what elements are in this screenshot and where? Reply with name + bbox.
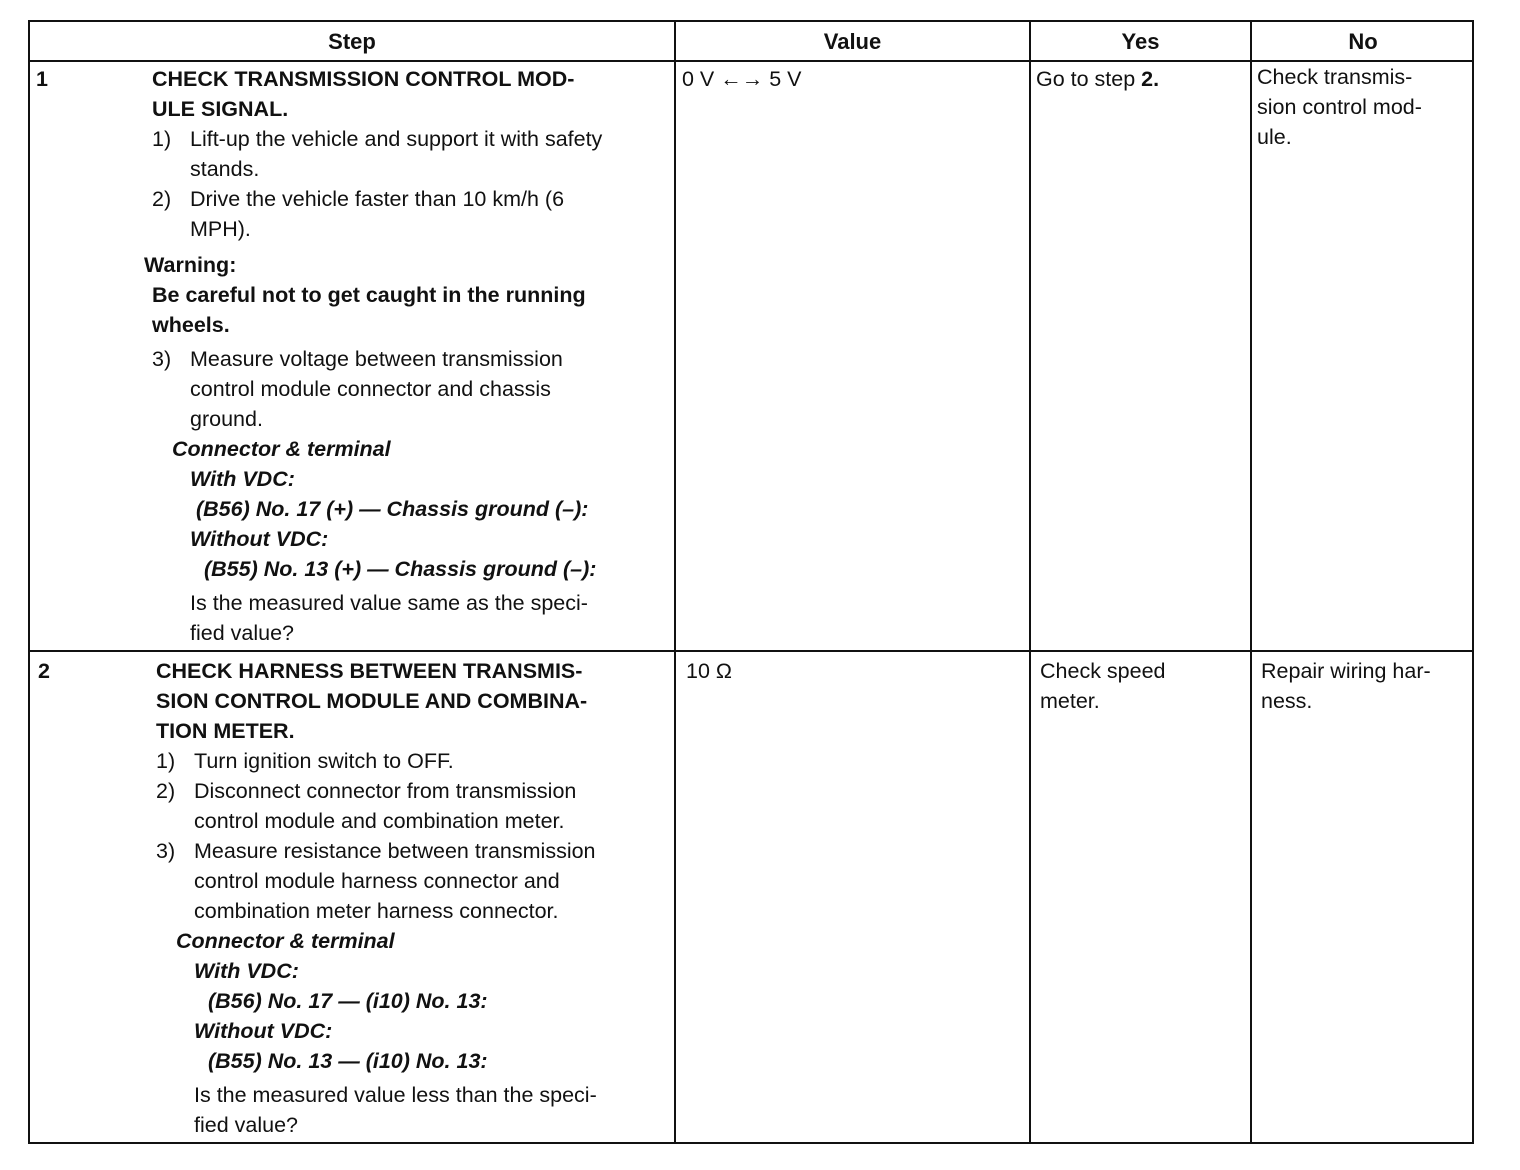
connector-label: Connector & terminal xyxy=(172,437,391,461)
list-item xyxy=(152,184,674,244)
header-step: Step xyxy=(328,29,376,54)
item-number: 3) xyxy=(152,347,172,371)
row-divider xyxy=(30,650,1472,652)
warning-text: wheels. xyxy=(152,313,230,337)
item-text: Measure resistance between transmission xyxy=(194,839,596,863)
with-vdc-label: With VDC: xyxy=(190,467,295,491)
item-text: control module connector and chassis xyxy=(190,377,551,401)
header-yes: Yes xyxy=(1121,29,1160,54)
item-text: ground. xyxy=(190,407,263,431)
value-cell: 0 V ←→ 5 V xyxy=(682,67,802,91)
item-number: 1) xyxy=(156,749,176,773)
item-text: Measure voltage between transmission xyxy=(190,347,563,371)
item-text: Disconnect connector from transmission xyxy=(194,779,577,803)
diagnostic-table xyxy=(28,20,1474,1144)
warning-text: Be careful not to get caught in the running xyxy=(152,283,586,307)
question-text: Is the measured value less than the speci- xyxy=(194,1083,597,1107)
no-text: Check transmis- xyxy=(1257,65,1413,89)
item-text: MPH). xyxy=(190,217,251,241)
value-cell: 10 Ω xyxy=(686,659,732,683)
no-cell xyxy=(1261,656,1471,716)
no-text: Repair wiring har- xyxy=(1261,659,1431,683)
yes-cell xyxy=(1040,656,1166,716)
item-text: Lift-up the vehicle and support it with safety xyxy=(190,127,603,151)
step-number: 2 xyxy=(38,659,50,683)
without-vdc-pins: (B55) No. 13 — (i10) No. 13: xyxy=(208,1049,488,1073)
no-cell xyxy=(1257,62,1469,152)
column-divider xyxy=(674,22,676,1142)
warning-label: Warning: xyxy=(144,253,237,277)
without-vdc-label: Without VDC: xyxy=(190,527,329,551)
question-text: fied value? xyxy=(190,621,294,645)
list-item xyxy=(152,124,674,184)
list-item xyxy=(156,746,674,776)
connector-label: Connector & terminal xyxy=(176,929,395,953)
yes-text: meter. xyxy=(1040,689,1100,713)
item-text: combination meter harness connector. xyxy=(194,899,559,923)
header-no: No xyxy=(1348,29,1378,54)
step-content xyxy=(144,64,674,648)
list-item xyxy=(156,776,674,836)
step-content xyxy=(156,656,674,1140)
item-number: 1) xyxy=(152,127,172,151)
list-item xyxy=(152,344,674,434)
item-number: 2) xyxy=(156,779,176,803)
list-item xyxy=(156,836,674,926)
yes-cell xyxy=(1036,64,1159,94)
without-vdc-label: Without VDC: xyxy=(194,1019,333,1043)
with-vdc-pins: (B56) No. 17 — (i10) No. 13: xyxy=(208,989,488,1013)
item-text: control module harness connector and xyxy=(194,869,560,893)
yes-text: Go to step xyxy=(1036,67,1142,91)
item-number: 2) xyxy=(152,187,172,211)
step-title: ULE SIGNAL. xyxy=(152,97,289,121)
question-text: Is the measured value same as the speci- xyxy=(190,591,588,615)
item-text: stands. xyxy=(190,157,260,181)
question-text: fied value? xyxy=(194,1113,298,1137)
no-text: sion control mod- xyxy=(1257,95,1422,119)
no-text: ule. xyxy=(1257,125,1292,149)
yes-text: Check speed xyxy=(1040,659,1166,683)
column-divider xyxy=(1250,22,1252,1142)
question xyxy=(190,588,674,648)
no-text: ness. xyxy=(1261,689,1313,713)
yes-step-ref: 2. xyxy=(1141,67,1160,91)
without-vdc-pins: (B55) No. 13 (+) — Chassis ground (–): xyxy=(204,557,597,581)
step-number: 1 xyxy=(36,67,48,91)
item-text: Turn ignition switch to OFF. xyxy=(194,749,454,773)
with-vdc-label: With VDC: xyxy=(194,959,299,983)
step-title: TION METER. xyxy=(156,719,295,743)
step-title: CHECK HARNESS BETWEEN TRANSMIS- xyxy=(156,659,583,683)
with-vdc-pins: (B56) No. 17 (+) — Chassis ground (–): xyxy=(196,497,589,521)
item-text: Drive the vehicle faster than 10 km/h (6 xyxy=(190,187,565,211)
step-title: SION CONTROL MODULE AND COMBINA- xyxy=(156,689,588,713)
column-divider xyxy=(1029,22,1031,1142)
item-number: 3) xyxy=(156,839,176,863)
item-text: control module and combination meter. xyxy=(194,809,565,833)
step-title: CHECK TRANSMISSION CONTROL MOD- xyxy=(152,67,575,91)
question xyxy=(194,1080,674,1140)
header-value: Value xyxy=(823,29,882,54)
